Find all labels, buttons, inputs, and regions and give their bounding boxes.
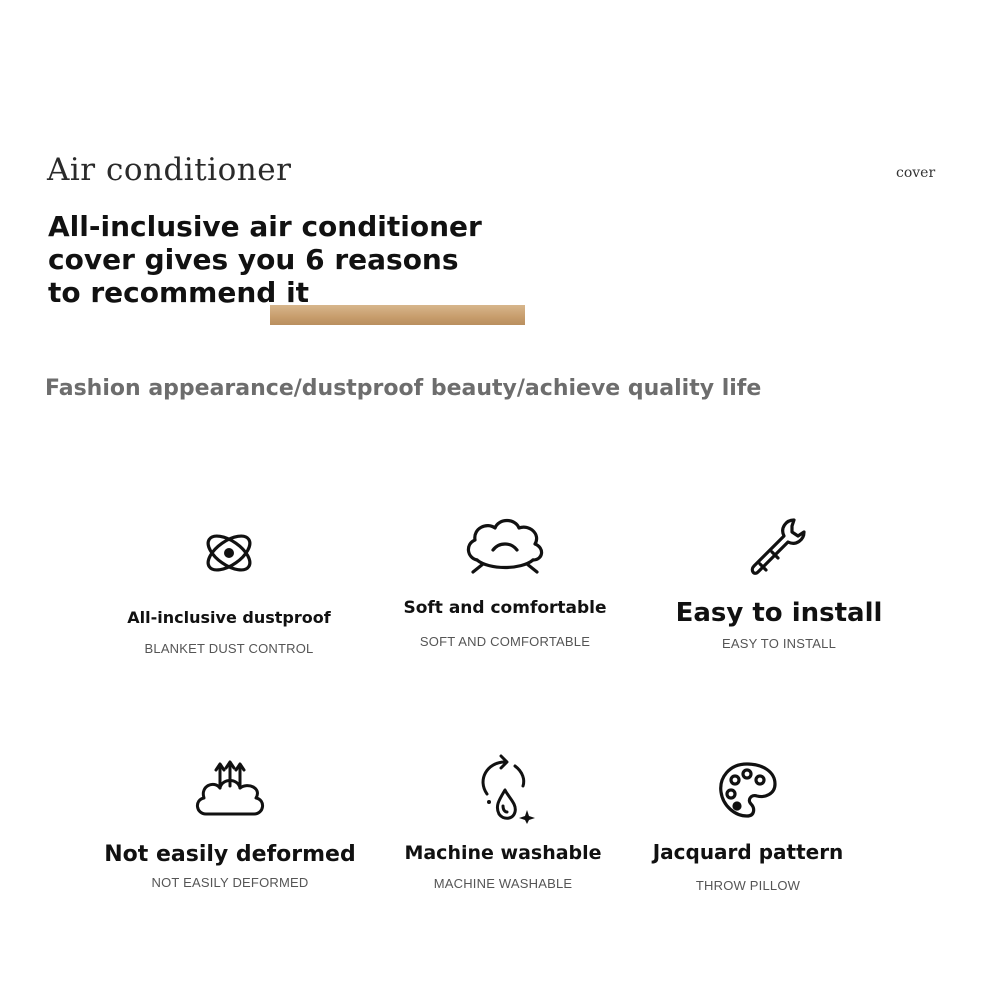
water-drop-cycle-icon	[471, 754, 535, 824]
headline-line-1: All-inclusive air conditioner	[48, 210, 482, 243]
feature-subtitle: THROW PILLOW	[695, 878, 801, 893]
feature-title: Jacquard pattern	[652, 840, 844, 864]
brand-title: Air conditioner	[47, 152, 292, 188]
feature-title: Machine washable	[404, 842, 602, 864]
feature-not-deformed	[80, 758, 380, 890]
feature-jacquard	[598, 760, 898, 893]
feature-dustproof	[79, 524, 379, 656]
feature-soft	[355, 514, 655, 649]
feature-title: Easy to install	[675, 598, 883, 628]
feature-subtitle: EASY TO INSTALL	[721, 636, 837, 651]
feature-subtitle: MACHINE WASHABLE	[433, 876, 573, 891]
feature-title: All-inclusive dustproof	[127, 608, 331, 627]
headline-line-2: cover gives you 6 reasons	[48, 243, 459, 276]
feature-subtitle: BLANKET DUST CONTROL	[144, 641, 314, 656]
feature-subtitle: NOT EASILY DEFORMED	[151, 875, 309, 890]
feature-title: Not easily deformed	[104, 842, 356, 867]
feature-subtitle: SOFT AND COMFORTABLE	[419, 634, 591, 649]
headline-line-3: to recommend it	[48, 276, 310, 309]
cloud-pillow-icon	[463, 514, 547, 578]
tagline: Fashion appearance/dustproof beauty/achieve quality life	[45, 376, 762, 401]
brand-subtitle: cover	[896, 165, 936, 181]
palette-icon	[715, 760, 781, 820]
feature-title: Soft and comfortable	[403, 598, 607, 618]
orbit-icon	[197, 524, 261, 582]
breathable-cloud-icon	[192, 758, 268, 820]
feature-easy-install	[629, 516, 929, 651]
wrench-icon	[744, 516, 814, 580]
headline	[48, 210, 568, 309]
